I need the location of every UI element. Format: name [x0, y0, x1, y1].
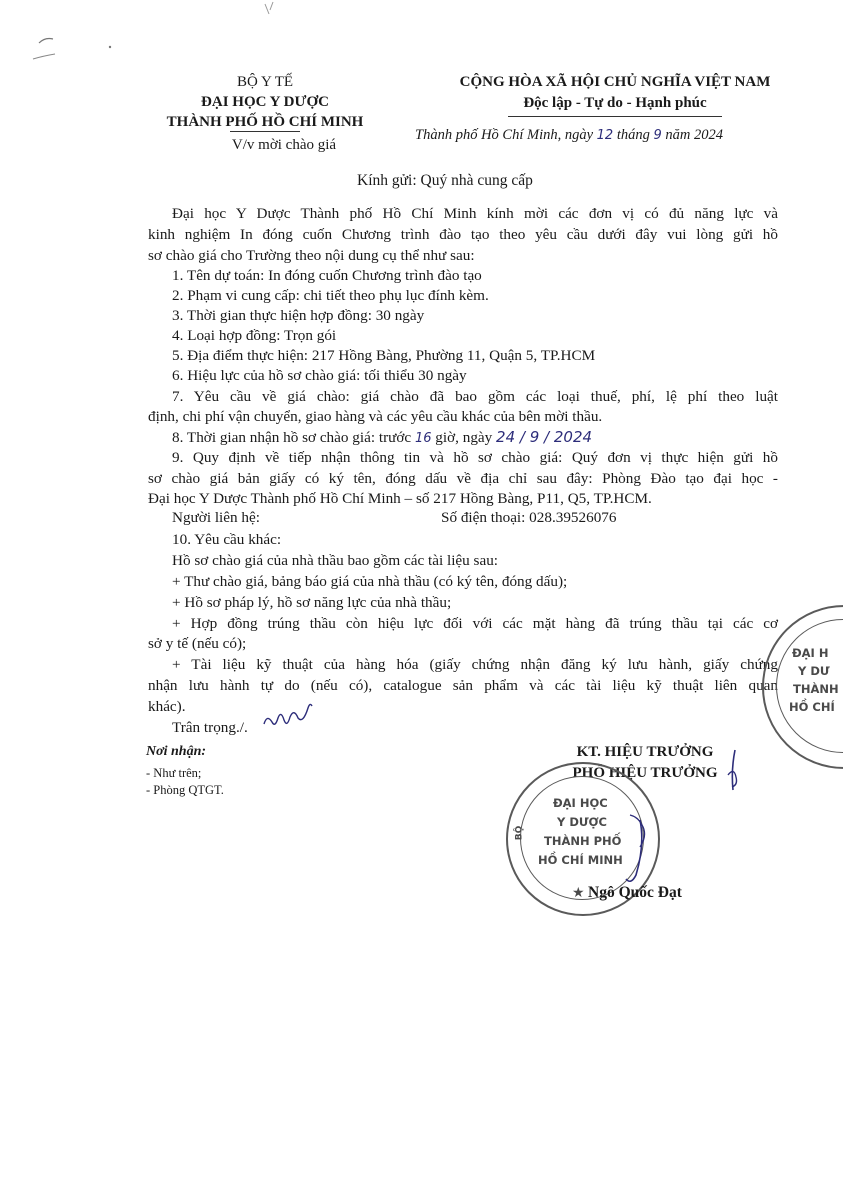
date-day-handwritten: 12	[596, 128, 614, 143]
edge-seal-line-1: ĐẠI H	[792, 646, 829, 660]
signer-name: Ngô Quốc Đạt	[588, 884, 682, 901]
edge-seal-line-2: Y DƯ	[798, 664, 830, 678]
main-seal-line-2: Y DƯỢC	[557, 815, 607, 829]
doc-item-3-line-1: + Hợp đồng trúng thầu còn hiệu lực đối với các mặt hàng đã trúng thầu tại các cơ	[172, 615, 778, 632]
item-8	[172, 427, 778, 449]
doc-item-3-line-2: sở y tế (nếu có);	[148, 635, 247, 652]
greeting: Kính gửi: Quý nhà cung cấp	[357, 172, 533, 189]
docs-intro: Hồ sơ chào giá của nhà thầu bao gồm các tài liệu sau:	[172, 552, 499, 569]
nation-title: CỘNG HÒA XÃ HỘI CHỦ NGHĨA VIỆT NAM	[459, 74, 771, 90]
contact-phone: Số điện thoại: 028.39526076	[441, 509, 617, 526]
right-header	[430, 72, 800, 114]
stray-pen-mark-top	[255, 0, 285, 20]
date-month-handwritten: 9	[653, 128, 662, 143]
item-8-mid: giờ, ngày	[435, 429, 493, 446]
contact-person-label: Người liên hệ:	[172, 509, 260, 526]
item-6: 6. Hiệu lực của hồ sơ chào giá: tối thiểu 30 ngày	[172, 367, 467, 384]
university-name-line2: THÀNH PHỐ HỒ CHÍ MINH	[166, 114, 364, 130]
signature-scribble	[600, 745, 760, 885]
main-seal-line-1: ĐẠI HỌC	[553, 796, 608, 810]
edge-seal-line-4: HỒ CHÍ	[789, 700, 835, 714]
signature-title-1: KT. HIỆU TRƯỞNG	[576, 744, 714, 760]
item-9-line-3: Đại học Y Dược Thành phố Hồ Chí Minh – số 217 Hồng Bàng, P11, Q5, TP.HCM.	[148, 490, 652, 507]
item-4: 4. Loại hợp đồng: Trọn gói	[172, 327, 337, 344]
doc-item-2: + Hồ sơ pháp lý, hồ sơ năng lực của nhà thầu;	[172, 594, 452, 611]
item-9-line-2: sơ chào giá bản giấy có ký tên, đóng dấu về địa chỉ sau đây: Phòng Đào tạo đại học -	[148, 470, 778, 487]
recipients-title: Nơi nhận:	[146, 744, 207, 759]
university-name-line1: ĐẠI HỌC Y DƯỢC	[201, 94, 329, 110]
item-7-line-1: 7. Yêu cầu về giá chào: giá chào đã bao gồm các loại thuế, phí, lệ phí theo luật	[172, 388, 778, 405]
item-3: 3. Thời gian thực hiện hợp đồng: 30 ngày	[172, 307, 425, 324]
recipient-2: - Phòng QTGT.	[146, 783, 224, 797]
doc-item-4-line-2: nhận lưu hành tự do (nếu có), catalogue sản phẩm và các tài liệu kỹ thuật liên quan	[148, 677, 778, 694]
item-8-date-handwritten: 24 / 9 / 2024	[496, 428, 593, 446]
doc-item-1: + Thư chào giá, bảng báo giá của nhà thầu (có ký tên, đóng dấu);	[172, 573, 568, 590]
item-1: 1. Tên dự toán: In đóng cuốn Chương trình đào tạo	[172, 267, 482, 284]
left-header-underline	[230, 131, 300, 132]
item-7-line-2: định, chi phí vận chuyển, giao hàng và các yêu cầu khác của bên mời thầu.	[148, 408, 603, 425]
item-9-line-1: 9. Quy định về tiếp nhận thông tin và hồ sơ chào giá: Quý đơn vị thực hiện gửi hồ	[172, 449, 778, 466]
main-seal-line-4: HỒ CHÍ MINH	[538, 853, 623, 867]
nation-motto: Độc lập - Tự do - Hạnh phúc	[523, 95, 707, 111]
closing: Trân trọng./.	[172, 719, 248, 736]
left-header	[140, 72, 390, 132]
doc-item-4-line-1: + Tài liệu kỹ thuật của hàng hóa (giấy chứng nhận đăng ký lưu hành, giấy chứng	[172, 656, 778, 673]
initial-scribble	[260, 700, 320, 732]
ministry-name: BỘ Y TẾ	[236, 74, 294, 90]
edge-seal-line-3: THÀNH	[793, 682, 839, 696]
item-10: 10. Yêu cầu khác:	[172, 531, 282, 548]
date-year: năm 2024	[665, 127, 723, 143]
motto-underline	[508, 116, 722, 117]
item-8-prefix: 8. Thời gian nhận hồ sơ chào giá: trước	[172, 429, 412, 446]
signature-title-2: PHÓ HIỆU TRƯỞNG	[572, 765, 718, 781]
date-line	[415, 127, 815, 144]
doc-item-4-line-3: khác).	[148, 698, 186, 715]
recipient-1: - Như trên;	[146, 766, 202, 780]
item-2: 2. Phạm vi cung cấp: chi tiết theo phụ lục đính kèm.	[172, 287, 489, 304]
intro-line-1: Đại học Y Dược Thành phố Hồ Chí Minh kính mời các đơn vị có đủ năng lực và	[172, 205, 778, 222]
date-month-label: tháng	[616, 127, 650, 143]
main-seal-side-text: BỘ	[514, 825, 525, 841]
item-5: 5. Địa điểm thực hiện: 217 Hồng Bàng, Phường 11, Quận 5, TP.HCM	[172, 347, 596, 364]
main-seal-line-3: THÀNH PHỐ	[544, 834, 622, 848]
date-prefix: Thành phố Hồ Chí Minh, ngày	[415, 127, 594, 143]
stray-pen-marks	[25, 25, 135, 65]
intro-line-3: sơ chào giá cho Trường theo nội dung cụ thể như sau:	[148, 247, 475, 264]
subject-line: V/v mời chào giá	[231, 137, 337, 153]
main-seal-star-icon: ★	[572, 885, 585, 901]
item-8-hour-handwritten: 16	[414, 431, 432, 446]
intro-line-2: kinh nghiệm In đóng cuốn Chương trình đào tạo theo yêu cầu dưới đây vui lòng gửi hồ	[148, 226, 778, 243]
